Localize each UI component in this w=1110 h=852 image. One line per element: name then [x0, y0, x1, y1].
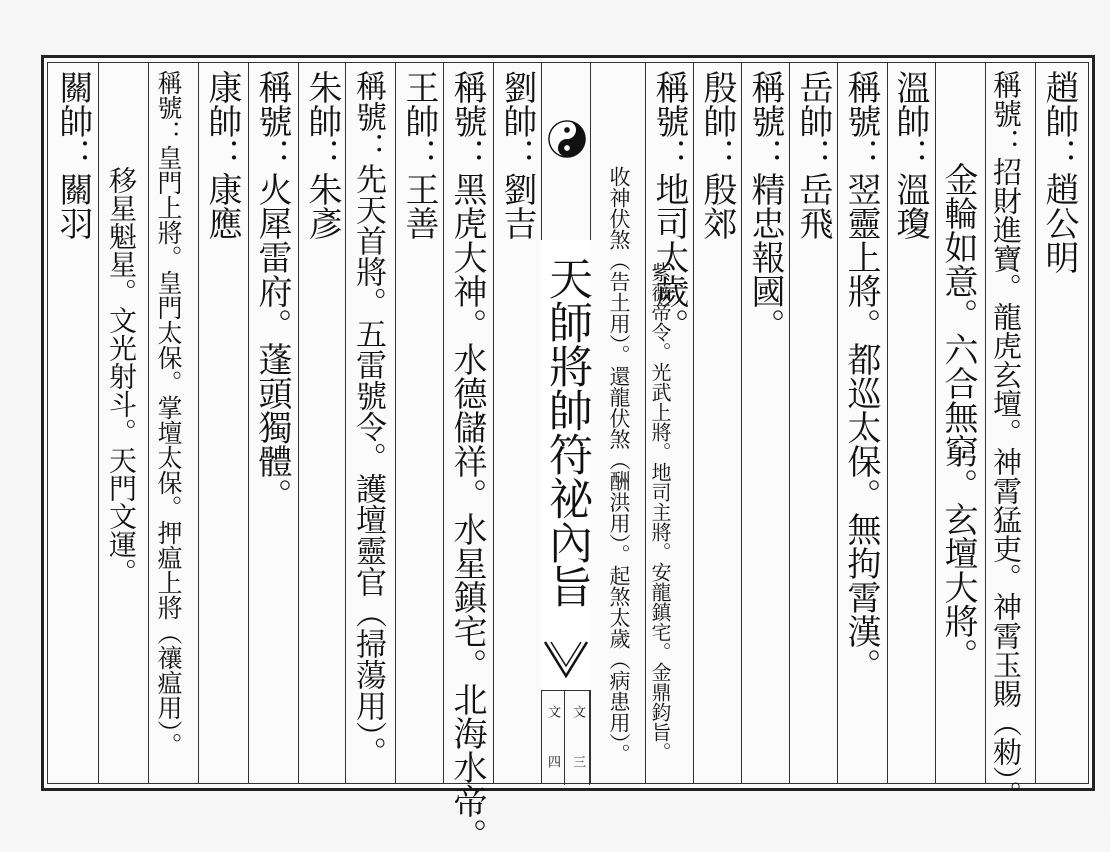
- column-divider: [148, 62, 149, 784]
- column-divider: [298, 62, 299, 784]
- left-page-mark: [541, 691, 565, 785]
- column-divider: [98, 62, 99, 784]
- column-divider: [985, 62, 986, 784]
- column-divider: [198, 62, 199, 784]
- kang-name: 康帥：康應: [202, 70, 242, 240]
- zhu-name: 朱帥：朱彥: [302, 70, 342, 240]
- column-divider: [837, 62, 838, 784]
- yue-title: 稱號：精忠報國。: [745, 70, 785, 342]
- yin-name: 殷帥：殷郊: [697, 70, 737, 240]
- yue-name: 岳帥：岳飛: [793, 70, 833, 240]
- column-divider: [741, 62, 742, 784]
- wang-name: 王帥：王善: [399, 70, 439, 240]
- column-divider: [443, 62, 444, 784]
- zhao-name: 趙帥：趙公明: [1039, 70, 1079, 274]
- kang-title: 稱號：皇門上將。皇門太保。掌壇太保。押瘟上將（禳瘟用）。: [154, 70, 183, 758]
- column-divider: [887, 62, 888, 784]
- wang-title: 稱號：先天首將。五雷號令。護壇靈官（掃蕩用）。: [350, 70, 386, 768]
- column-divider: [789, 62, 790, 784]
- yin-yang-icon: [548, 120, 586, 158]
- page-mark-text: 文: [570, 705, 585, 718]
- column-divider: [935, 62, 936, 784]
- liu-title: 稱號：黑虎大神。水德儲祥。水星鎮宅。北海水帝。: [447, 70, 487, 852]
- wen-name: 溫帥：溫瓊: [890, 70, 930, 240]
- column-divider: [1035, 62, 1036, 784]
- page-number: 四: [545, 755, 560, 768]
- column-divider: [493, 62, 494, 784]
- column-divider: [645, 62, 646, 784]
- yin-title-detail-a: 紫薇帝令。光武上將。地司主將。安龍鎮宅。金鼎鈞旨。: [648, 262, 672, 762]
- zhu-title: 稱號：火犀雷府。蓬頭獨體。: [252, 70, 292, 512]
- zhao-title-continued: 金輪如意。六合無窮。玄壇大將。: [938, 162, 978, 672]
- yin-title: 稱號：地司太歲。: [649, 70, 689, 342]
- page-number-box: [541, 690, 591, 785]
- book-title-text: 天師將帥符祕內旨: [541, 256, 592, 608]
- guan-name: 關帥：關羽: [53, 70, 93, 240]
- page-number: 三: [570, 755, 585, 768]
- column-divider: [248, 62, 249, 784]
- yin-title-detail-b: 收神伏煞（告土用）。還龍伏煞（酬洪用）。起煞太歲（病患用）。: [607, 166, 631, 765]
- column-divider: [693, 62, 694, 784]
- column-divider: [395, 62, 396, 784]
- liu-name: 劉帥：劉吉: [497, 70, 537, 240]
- zhao-title: 稱號：招財進寶。龍虎玄壇。神霄猛吏。神霄玉賜（勑）。: [989, 70, 1023, 810]
- column-divider: [345, 62, 346, 784]
- page-mark-text: 文: [545, 705, 560, 718]
- book-title: [541, 240, 591, 690]
- kang-title-continued: 移星魁星。文光射斗。天門文運。: [105, 166, 138, 586]
- right-page-mark: [566, 691, 590, 785]
- chevron-down-icon: [541, 640, 591, 688]
- wen-title: 稱號：翌靈上將。都巡太保。無拘霄漢。: [841, 70, 881, 682]
